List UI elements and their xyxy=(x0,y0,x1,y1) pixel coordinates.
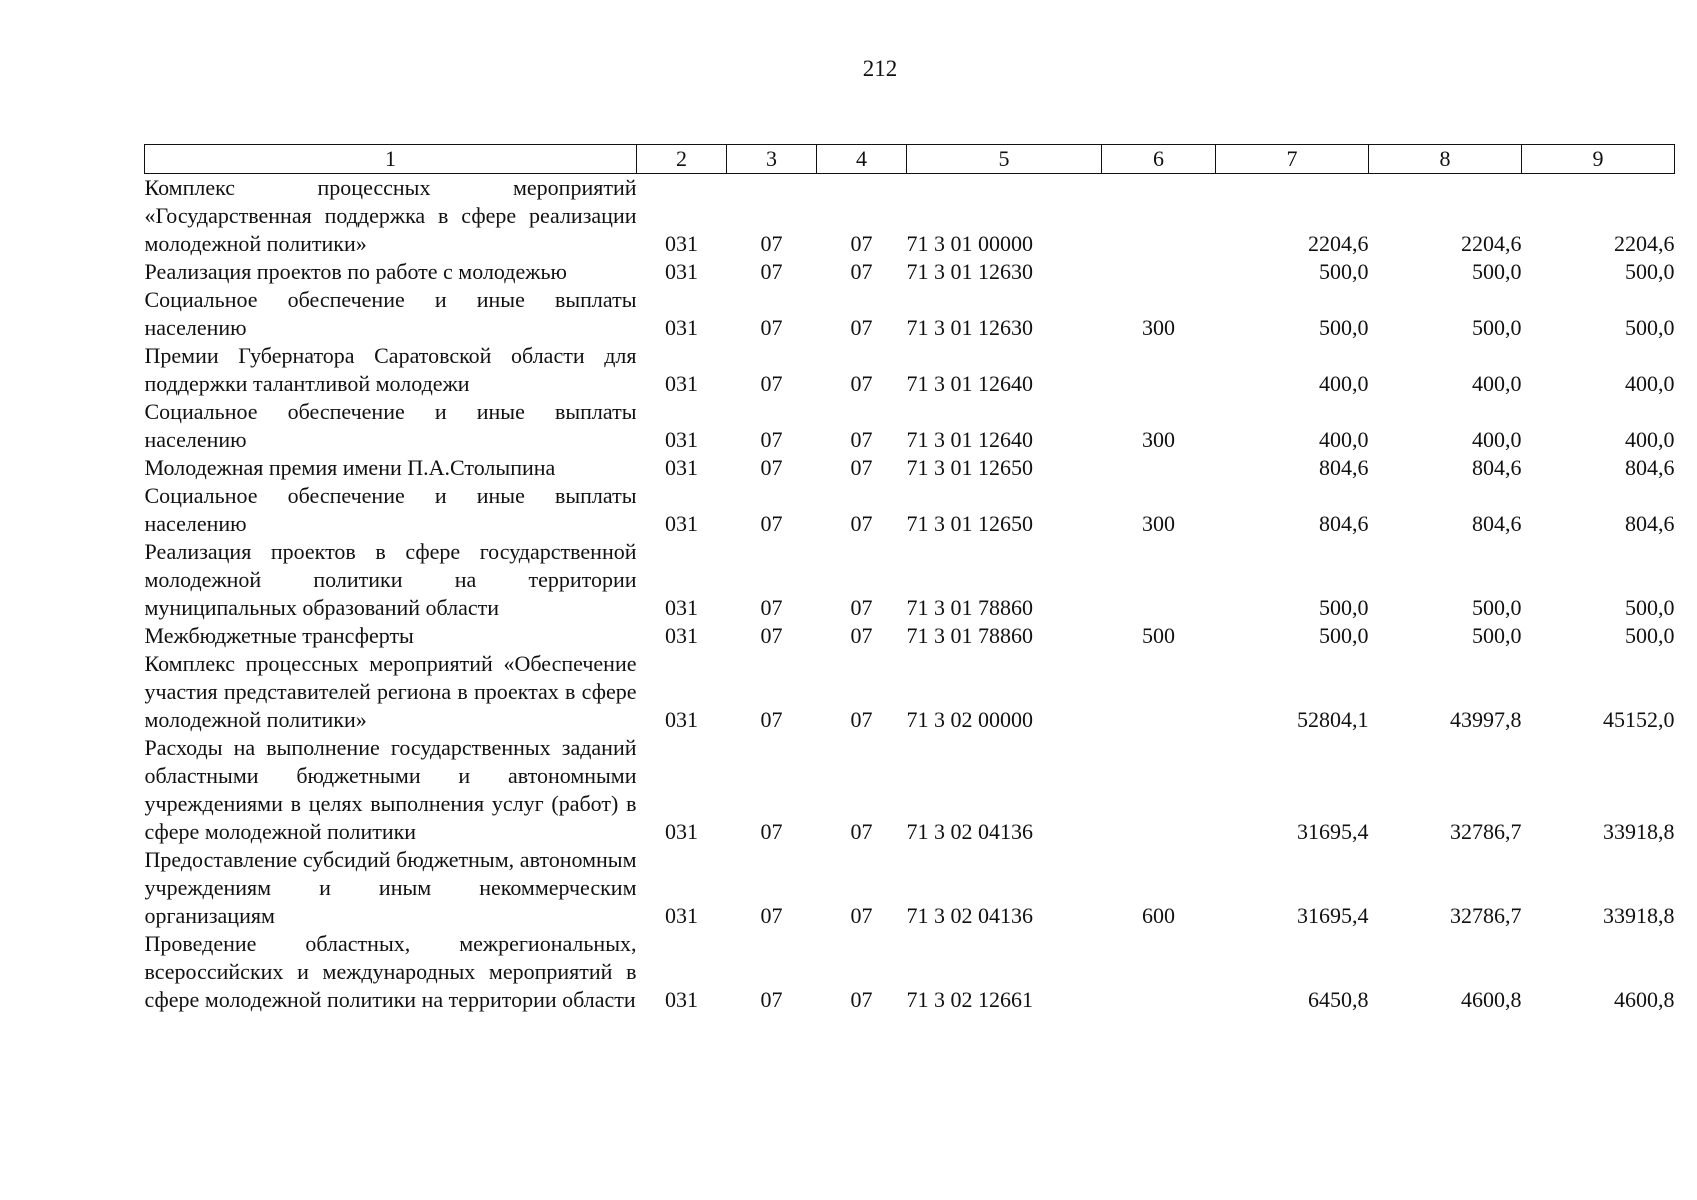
ministry-code: 031 xyxy=(665,231,698,256)
amount-year-1: 500,0 xyxy=(1319,595,1369,620)
subsection-code: 07 xyxy=(850,819,873,844)
ministry-code: 031 xyxy=(665,707,698,732)
target-article-code: 71 3 01 12630 xyxy=(906,315,1033,340)
section-code: 07 xyxy=(760,987,783,1012)
row-description: Межбюджетные трансферты xyxy=(144,623,414,648)
column-header-5: 5 xyxy=(907,145,1102,174)
expense-type-code xyxy=(1102,342,1216,398)
column-header-8: 8 xyxy=(1369,145,1522,174)
column-header-7: 7 xyxy=(1216,145,1369,174)
table-row xyxy=(145,622,1675,650)
ministry-code: 031 xyxy=(665,819,698,844)
amount-year-1: 500,0 xyxy=(1319,315,1369,340)
column-header-1: 1 xyxy=(145,145,637,174)
section-code: 07 xyxy=(760,259,783,284)
amount-year-2: 32786,7 xyxy=(1450,819,1522,844)
expense-type-code xyxy=(1102,174,1216,259)
expense-type-code: 300 xyxy=(1142,427,1175,452)
ministry-code: 031 xyxy=(665,427,698,452)
column-number-row xyxy=(145,145,1675,174)
section-code: 07 xyxy=(760,623,783,648)
section-code: 07 xyxy=(760,595,783,620)
amount-year-1: 31695,4 xyxy=(1297,819,1369,844)
subsection-code: 07 xyxy=(850,259,873,284)
subsection-code: 07 xyxy=(850,903,873,928)
ministry-code: 031 xyxy=(665,315,698,340)
budget-table xyxy=(144,144,1675,1014)
column-header-2: 2 xyxy=(637,145,727,174)
ministry-code: 031 xyxy=(665,371,698,396)
expense-type-code: 600 xyxy=(1142,903,1175,928)
amount-year-3: 500,0 xyxy=(1625,595,1675,620)
amount-year-1: 500,0 xyxy=(1319,259,1369,284)
subsection-code: 07 xyxy=(850,511,873,536)
amount-year-3: 2204,6 xyxy=(1614,231,1675,256)
table-row xyxy=(145,650,1675,734)
target-article-code: 71 3 01 12640 xyxy=(906,371,1033,396)
table-row xyxy=(145,286,1675,342)
amount-year-2: 32786,7 xyxy=(1450,903,1522,928)
expense-type-code xyxy=(1102,930,1216,1014)
target-article-code: 71 3 02 00000 xyxy=(906,707,1033,732)
subsection-code: 07 xyxy=(850,231,873,256)
subsection-code: 07 xyxy=(850,987,873,1012)
subsection-code: 07 xyxy=(850,455,873,480)
amount-year-3: 33918,8 xyxy=(1603,819,1675,844)
amount-year-1: 804,6 xyxy=(1319,455,1369,480)
table-row xyxy=(145,482,1675,538)
amount-year-1: 52804,1 xyxy=(1297,707,1369,732)
expense-type-code xyxy=(1102,734,1216,846)
column-header-6: 6 xyxy=(1102,145,1216,174)
row-description: Реализация проектов по работе с молодежью xyxy=(144,259,567,284)
table-row xyxy=(145,930,1675,1014)
amount-year-2: 804,6 xyxy=(1472,511,1522,536)
row-description: Премии Губернатора Саратовской области для поддержки талантливой молодежи xyxy=(144,343,637,396)
target-article-code: 71 3 01 12640 xyxy=(906,427,1033,452)
amount-year-2: 400,0 xyxy=(1472,427,1522,452)
ministry-code: 031 xyxy=(665,903,698,928)
section-code: 07 xyxy=(760,511,783,536)
amount-year-3: 400,0 xyxy=(1625,427,1675,452)
amount-year-1: 804,6 xyxy=(1319,511,1369,536)
column-header-3: 3 xyxy=(727,145,817,174)
amount-year-2: 43997,8 xyxy=(1450,707,1522,732)
expense-type-code xyxy=(1102,538,1216,622)
expense-type-code: 500 xyxy=(1142,623,1175,648)
row-description: Социальное обеспечение и иные выплаты населению xyxy=(144,483,637,536)
ministry-code: 031 xyxy=(665,455,698,480)
row-description: Реализация проектов в сфере государственной молодежной политики на территории муниципальных образований области xyxy=(144,539,637,620)
amount-year-3: 400,0 xyxy=(1625,371,1675,396)
amount-year-2: 2204,6 xyxy=(1461,231,1522,256)
amount-year-3: 4600,8 xyxy=(1614,987,1675,1012)
row-description: Социальное обеспечение и иные выплаты населению xyxy=(144,399,637,452)
column-header-4: 4 xyxy=(817,145,907,174)
section-code: 07 xyxy=(760,371,783,396)
amount-year-1: 400,0 xyxy=(1319,371,1369,396)
expense-type-code xyxy=(1102,454,1216,482)
row-description: Расходы на выполнение государственных заданий областными бюджетными и автономными учреждениями в целях выполнения услуг (работ) в сфере молодежной политики xyxy=(144,735,637,844)
target-article-code: 71 3 01 78860 xyxy=(906,595,1033,620)
row-description: Комплекс процессных мероприятий «Государственная поддержка в сфере реализации молодежной политики» xyxy=(144,175,637,256)
ministry-code: 031 xyxy=(665,259,698,284)
table-row xyxy=(145,538,1675,622)
amount-year-2: 4600,8 xyxy=(1461,987,1522,1012)
amount-year-3: 500,0 xyxy=(1625,623,1675,648)
table-row xyxy=(145,174,1675,259)
row-description: Социальное обеспечение и иные выплаты населению xyxy=(144,287,637,340)
section-code: 07 xyxy=(760,315,783,340)
table-body xyxy=(145,174,1675,1015)
amount-year-1: 31695,4 xyxy=(1297,903,1369,928)
table-row xyxy=(145,846,1675,930)
column-header-9: 9 xyxy=(1522,145,1675,174)
amount-year-3: 33918,8 xyxy=(1603,903,1675,928)
section-code: 07 xyxy=(760,903,783,928)
ministry-code: 031 xyxy=(665,623,698,648)
amount-year-3: 500,0 xyxy=(1625,315,1675,340)
row-description: Молодежная премия имени П.А.Столыпина xyxy=(144,455,556,480)
table-row xyxy=(145,398,1675,454)
target-article-code: 71 3 02 12661 xyxy=(906,987,1033,1012)
amount-year-3: 45152,0 xyxy=(1603,707,1675,732)
amount-year-3: 804,6 xyxy=(1625,455,1675,480)
section-code: 07 xyxy=(760,819,783,844)
amount-year-1: 400,0 xyxy=(1319,427,1369,452)
target-article-code: 71 3 02 04136 xyxy=(906,819,1033,844)
table-row xyxy=(145,342,1675,398)
ministry-code: 031 xyxy=(665,511,698,536)
section-code: 07 xyxy=(760,707,783,732)
expense-type-code xyxy=(1102,650,1216,734)
subsection-code: 07 xyxy=(850,315,873,340)
subsection-code: 07 xyxy=(850,623,873,648)
section-code: 07 xyxy=(760,427,783,452)
subsection-code: 07 xyxy=(850,371,873,396)
ministry-code: 031 xyxy=(665,595,698,620)
amount-year-2: 500,0 xyxy=(1472,595,1522,620)
page-number: 212 xyxy=(862,56,898,81)
subsection-code: 07 xyxy=(850,595,873,620)
amount-year-2: 804,6 xyxy=(1472,455,1522,480)
row-description: Предоставление субсидий бюджетным, автономным учреждениям и иным некоммерческим организациям xyxy=(144,847,637,928)
target-article-code: 71 3 01 78860 xyxy=(906,623,1033,648)
ministry-code: 031 xyxy=(665,987,698,1012)
row-description: Проведение областных, межрегиональных, всероссийских и международных мероприятий в сфере молодежной политики на территории области xyxy=(144,931,637,1012)
section-code: 07 xyxy=(760,455,783,480)
target-article-code: 71 3 01 12650 xyxy=(906,455,1033,480)
target-article-code: 71 3 01 00000 xyxy=(906,231,1033,256)
amount-year-1: 500,0 xyxy=(1319,623,1369,648)
amount-year-2: 400,0 xyxy=(1472,371,1522,396)
amount-year-3: 500,0 xyxy=(1625,259,1675,284)
target-article-code: 71 3 01 12650 xyxy=(906,511,1033,536)
amount-year-2: 500,0 xyxy=(1472,259,1522,284)
table-row xyxy=(145,258,1675,286)
table-row xyxy=(145,454,1675,482)
section-code: 07 xyxy=(760,231,783,256)
expense-type-code: 300 xyxy=(1142,315,1175,340)
amount-year-2: 500,0 xyxy=(1472,315,1522,340)
target-article-code: 71 3 01 12630 xyxy=(906,259,1033,284)
expense-type-code: 300 xyxy=(1142,511,1175,536)
subsection-code: 07 xyxy=(850,707,873,732)
row-description: Комплекс процессных мероприятий «Обеспечение участия представителей региона в проектах в сфере молодежной политики» xyxy=(144,651,637,732)
amount-year-2: 500,0 xyxy=(1472,623,1522,648)
subsection-code: 07 xyxy=(850,427,873,452)
table-row xyxy=(145,734,1675,846)
amount-year-1: 6450,8 xyxy=(1308,987,1369,1012)
expense-type-code xyxy=(1102,258,1216,286)
target-article-code: 71 3 02 04136 xyxy=(906,903,1033,928)
amount-year-1: 2204,6 xyxy=(1308,231,1369,256)
amount-year-3: 804,6 xyxy=(1625,511,1675,536)
